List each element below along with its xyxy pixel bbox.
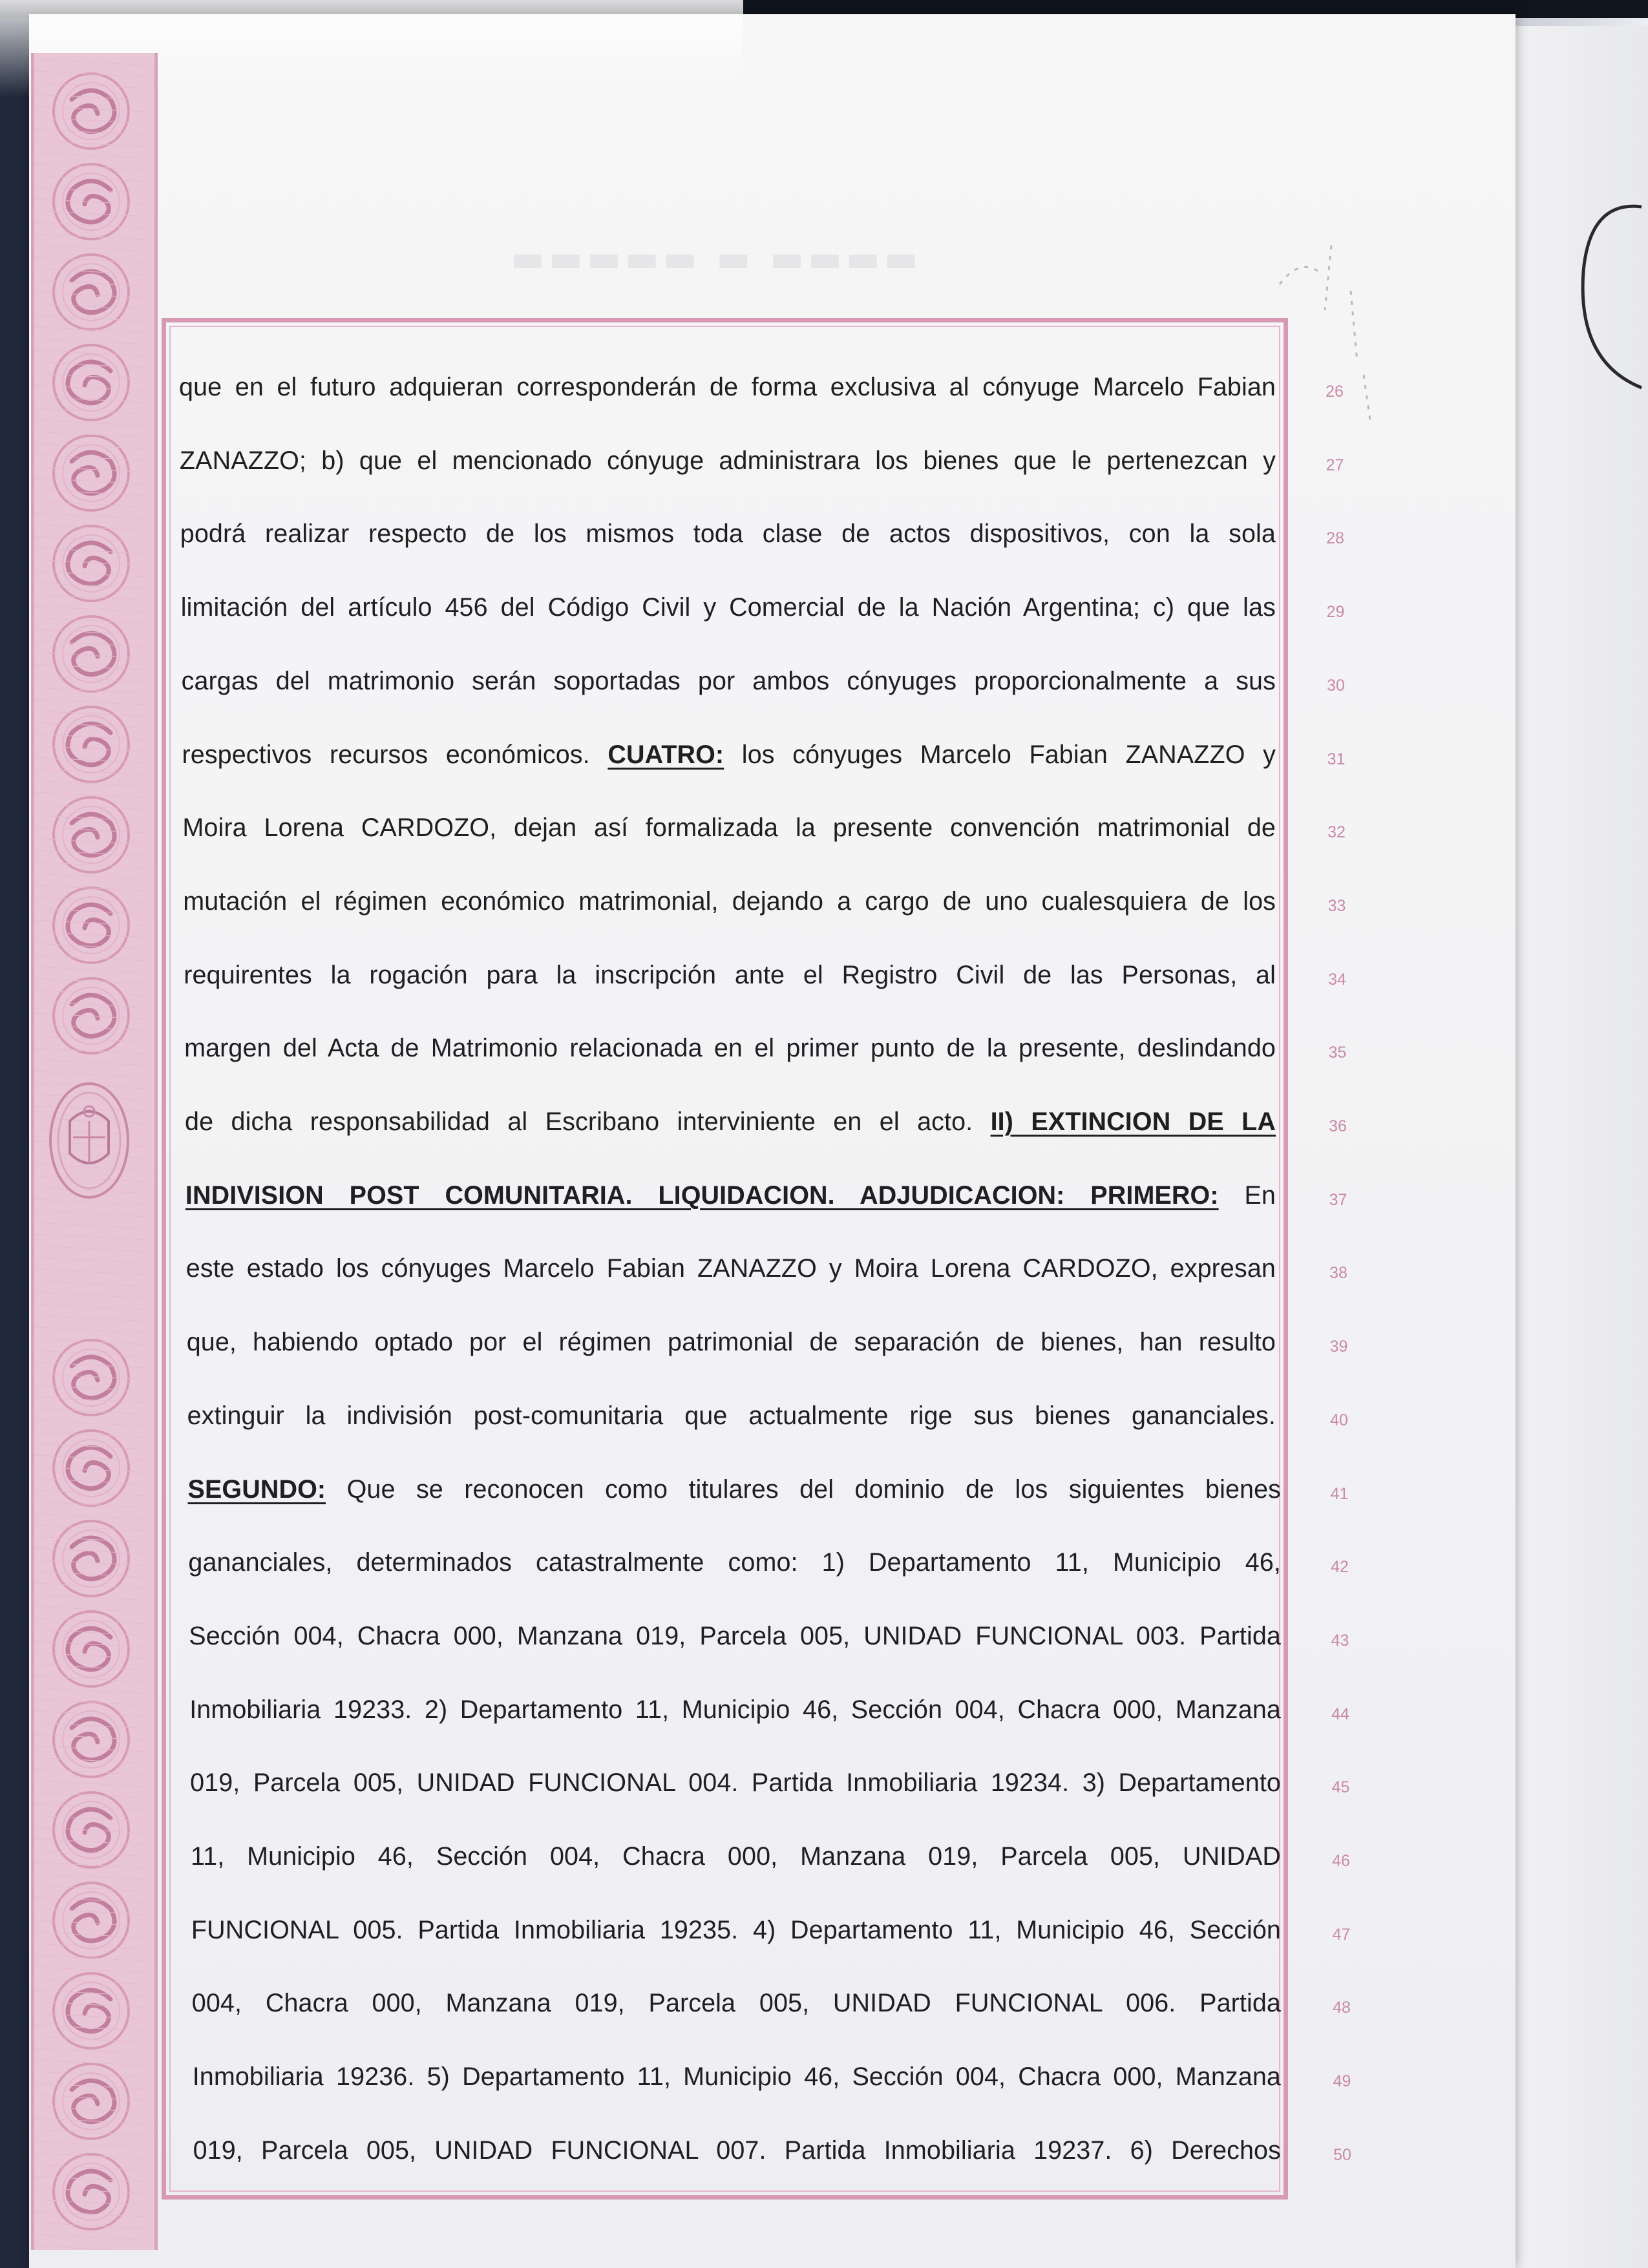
text-line [193,2064,1281,2090]
line-number: 34 [1328,970,1346,989]
line-number: 44 [1331,1705,1349,1723]
line-number: 42 [1331,1558,1349,1577]
text-line [182,815,1276,841]
text-segment: FUNCIONAL 005. Partida Inmobiliaria 19235. 4) Departamento 11, Municipio 46, Sección [191,1915,1281,1944]
text-line [184,960,1276,989]
text-line [186,1256,1276,1282]
underlined-heading: II) EXTINCION DE LA [990,1108,1276,1136]
underlined-heading: SEGUNDO: [187,1475,326,1504]
text-segment: requirentes la rogación para la inscripción ante el Registro Civil de las Personas, al [184,960,1276,989]
text-line [191,1844,1281,1870]
signature-loop-icon [1564,194,1648,414]
bleed-through-heading: ▬▬▬▬▬ ▬ ▬▬▬▬ [511,238,922,280]
line-number: 26 [1326,383,1344,401]
text-segment: mutación el régimen económico matrimonial, dejando a cargo de uno cualesquiera de los [183,887,1276,916]
text-segment: gananciales, determinados catastralmente como: 1) Departamento 11, Municipio 46, [188,1548,1281,1577]
line-number: 30 [1327,676,1345,695]
line-number: 39 [1329,1338,1348,1356]
text-line [191,1915,1281,1944]
text-segment: cargas del matrimonio serán soportadas por ambos cónyuges proporcionalmente a sus [181,666,1276,695]
line-number: 32 [1327,823,1346,842]
text-segment: que, habiendo optado por el régimen patrimonial de separación de bienes, han resulto [186,1328,1276,1357]
text-line [193,2138,1281,2164]
text-line [180,448,1276,474]
line-number: 33 [1327,896,1346,915]
text-segment: margen del Acta de Matrimonio relacionada en el primer punto de la presente, deslindando [184,1034,1276,1063]
line-number: 36 [1329,1117,1347,1135]
text-segment: los cónyuges Marcelo Fabian ZANAZZO y [724,740,1276,769]
line-number: 27 [1326,456,1344,474]
line-number: 28 [1326,529,1344,548]
text-line [179,375,1276,401]
text-line [188,1550,1281,1576]
text-line [183,889,1276,915]
text-segment: limitación del artículo 456 del Código Civil y Comercial de la Nación Argentina; c) que las [180,593,1276,622]
text-line [187,1403,1276,1429]
text-segment: 019, Parcela 005, UNIDAD FUNCIONAL 007. Partida Inmobiliaria 19237. 6) Derechos [193,2136,1281,2165]
text-segment: Sección 004, Chacra 000, Manzana 019, Parcela 005, UNIDAD FUNCIONAL 003. Partida [189,1621,1281,1650]
text-segment: Inmobiliaria 19233. 2) Departamento 11, Municipio 46, Sección 004, Chacra 000, Manzana [189,1695,1281,1724]
text-line [185,1183,1276,1209]
text-segment: podrá realizar respecto de los mismos toda clase de actos dispositivos, con la sola [180,520,1276,549]
line-number: 38 [1329,1264,1347,1283]
line-number: 29 [1326,603,1345,622]
text-line [189,1621,1281,1650]
text-line [185,1109,1276,1135]
line-number: 41 [1330,1484,1349,1503]
text-segment: Que se reconocen como titulares del dominio de los siguientes bienes [326,1475,1281,1504]
text-segment: 11, Municipio 46, Sección 004, Chacra 000, Manzana 019, Parcela 005, UNIDAD [191,1842,1281,1871]
text-segment: 004, Chacra 000, Manzana 019, Parcela 005, UNIDAD FUNCIONAL 006. Partida [191,1989,1281,2018]
text-line [181,666,1276,695]
text-line [187,1330,1276,1356]
text-line [190,1770,1281,1796]
text-segment: este estado los cónyuges Marcelo Fabian ZANAZZO y Moira Lorena CARDOZO, expresan [185,1254,1276,1283]
text-line [192,1991,1281,2017]
line-number: 40 [1330,1411,1348,1429]
text-line [189,1697,1281,1723]
text-segment: En [1218,1181,1276,1210]
text-segment: 019, Parcela 005, UNIDAD FUNCIONAL 004. Partida Inmobiliaria 19234. 3) Departamento [190,1769,1281,1798]
line-number: 48 [1333,1999,1351,2017]
line-number: 47 [1332,1925,1351,1944]
underlined-heading: INDIVISION POST COMUNITARIA. LIQUIDACION. ADJUDICACION: PRIMERO: [185,1181,1219,1210]
underlined-heading: CUATRO: [607,740,724,769]
text-segment: Moira Lorena CARDOZO, dejan así formalizada la presente convención matrimonial de [182,814,1276,843]
line-number: 31 [1327,750,1346,768]
text-segment: ZANAZZO; b) que el mencionado cónyuge administrara los bienes que le pertenezcan y [179,446,1276,475]
text-segment: respectivos recursos económicos. [182,740,608,769]
line-number: 43 [1331,1631,1349,1650]
line-number: 50 [1333,2145,1351,2164]
line-number: 35 [1328,1044,1347,1062]
crest-seal-icon [44,1076,134,1205]
text-segment: que en el futuro adquieran corresponderán de forma exclusiva al cónyuge Marcelo Fabian [179,373,1276,401]
text-line [181,595,1276,621]
text-line [184,1036,1276,1062]
text-line [188,1477,1282,1503]
text-segment: extinguir la indivisión post-comunitaria que actualmente rige sus bienes gananciales. [187,1401,1276,1430]
text-line [180,521,1276,547]
text-segment: Inmobiliaria 19236. 5) Departamento 11, Municipio 46, Sección 004, Chacra 000, Manzana [192,2063,1281,2092]
line-number: 45 [1331,1778,1350,1797]
line-number: 37 [1329,1190,1347,1209]
line-number: 46 [1332,1852,1350,1870]
text-line [182,742,1276,768]
line-number: 49 [1333,2072,1351,2091]
text-segment: de dicha responsabilidad al Escribano interviniente en el acto. [185,1108,991,1136]
